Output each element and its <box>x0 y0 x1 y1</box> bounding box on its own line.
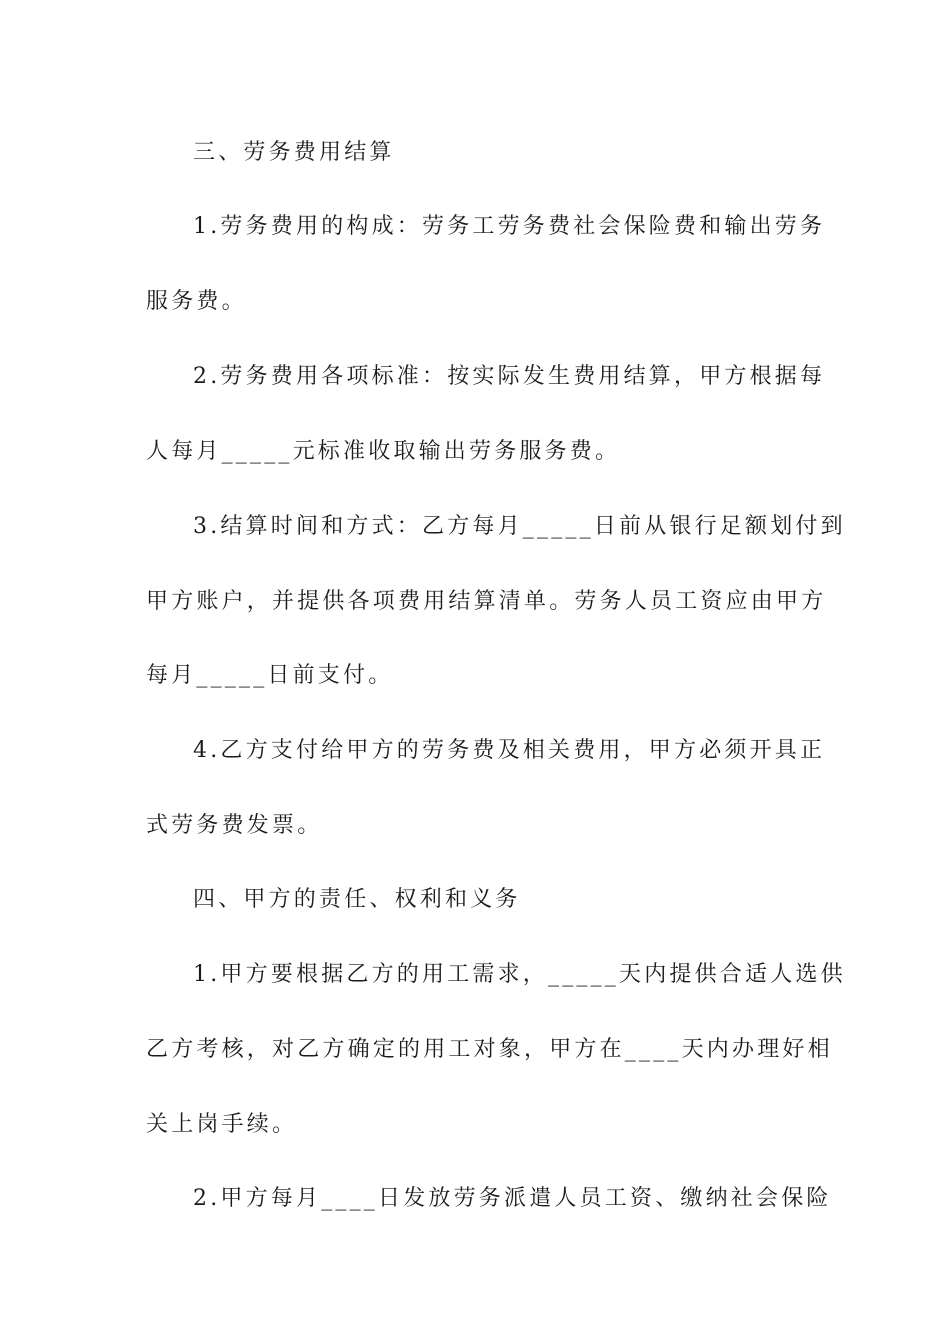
paragraph-line: 4.乙方支付给甲方的劳务费及相关费用，甲方必须开具正 <box>193 738 826 763</box>
paragraph-line: 2.甲方每月____日发放劳务派遣人员工资、缴纳社会保险 <box>193 1186 832 1211</box>
section-heading-3: 三、劳务费用结算 <box>193 140 395 165</box>
paragraph-line: 甲方账户，并提供各项费用结算清单。劳务人员工资应由甲方 <box>146 589 827 614</box>
paragraph-line: 1.劳务费用的构成：劳务工劳务费社会保险费和输出劳务 <box>193 214 826 239</box>
paragraph-line: 服务费。 <box>146 289 247 314</box>
paragraph-line: 2.劳务费用各项标准：按实际发生费用结算，甲方根据每 <box>193 364 826 389</box>
paragraph-line: 3.结算时间和方式：乙方每月_____日前从银行足额划付到 <box>193 514 846 539</box>
paragraph-line: 乙方考核，对乙方确定的用工对象，甲方在____天内办理好相 <box>146 1037 833 1062</box>
section-heading-4: 四、甲方的责任、权利和义务 <box>193 887 521 912</box>
paragraph-line: 人每月_____元标准收取输出劳务服务费。 <box>146 439 621 464</box>
paragraph-line: 每月_____日前支付。 <box>146 663 394 688</box>
paragraph-line: 1.甲方要根据乙方的用工需求，_____天内提供合适人选供 <box>193 962 846 987</box>
paragraph-line: 式劳务费发票。 <box>146 813 323 838</box>
paragraph-line: 关上岗手续。 <box>146 1112 298 1137</box>
